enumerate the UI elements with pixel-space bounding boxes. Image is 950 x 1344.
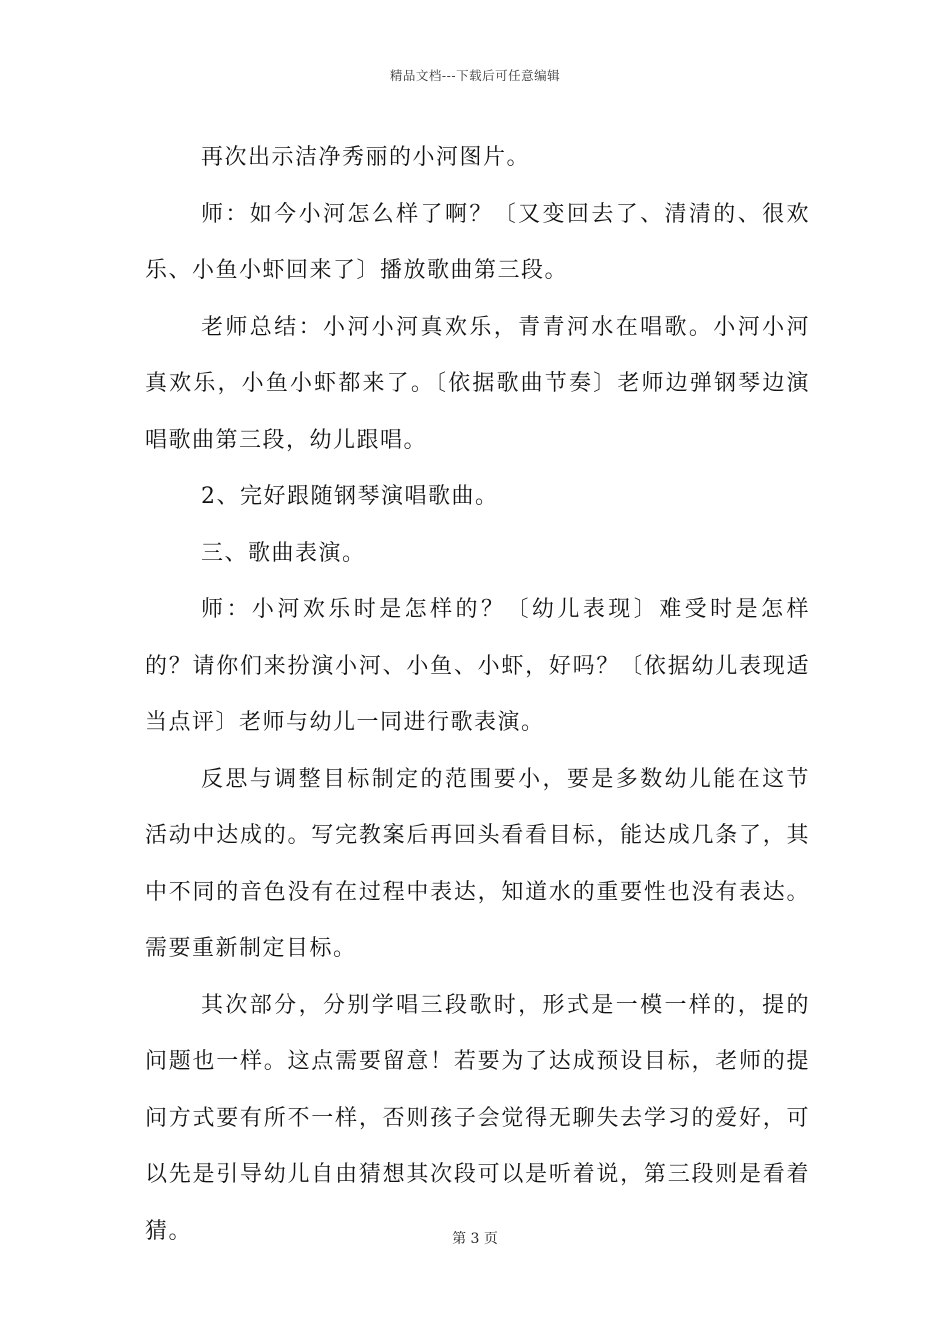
paragraph: 2、完好跟随钢琴演唱歌曲。 [201, 484, 499, 509]
page-header: 精品文档---下载后可任意编辑 [389, 68, 561, 83]
paragraph: 师：如今小河怎么样了啊？〔又变回去了、清清的、很欢乐、小鱼小虾回来了〕播放歌曲第三段。 [145, 201, 810, 283]
paragraph: 再次出示洁净秀丽的小河图片。 [201, 145, 531, 170]
paragraph: 其次部分，分别学唱三段歌时，形式是一模一样的，提的问题也一样。这点需要留意！若要为了达成预设目标，老师的提问方式要有所不一样，否则孩子会觉得无聊失去学习的爱好，可以先是引导幼儿自由猜想其次段可以是听着说，第三段则是看着猜。 [145, 992, 810, 1244]
paragraph: 反思与调整目标制定的范围要小，要是多数幼儿能在这节活动中达成的。写完教案后再回头看看目标，能达成几条了，其中不同的音色没有在过程中表达，知道水的重要性也没有表达。需要重新制定目标。 [145, 766, 810, 961]
document-body [145, 130, 810, 1260]
paragraph: 老师总结：小河小河真欢乐，青青河水在唱歌。小河小河真欢乐，小鱼小虾都来了。〔依据歌曲节奏〕老师边弹钢琴边演唱歌曲第三段，幼儿跟唱。 [145, 314, 810, 453]
paragraph: 师：小河欢乐时是怎样的？〔幼儿表现〕难受时是怎样的？请你们来扮演小河、小鱼、小虾，好吗？〔依据幼儿表现适当点评〕老师与幼儿一同进行歌表演。 [145, 597, 810, 735]
page-number: 第 3 页 [452, 1231, 498, 1247]
paragraph: 三、歌曲表演。 [201, 540, 366, 566]
